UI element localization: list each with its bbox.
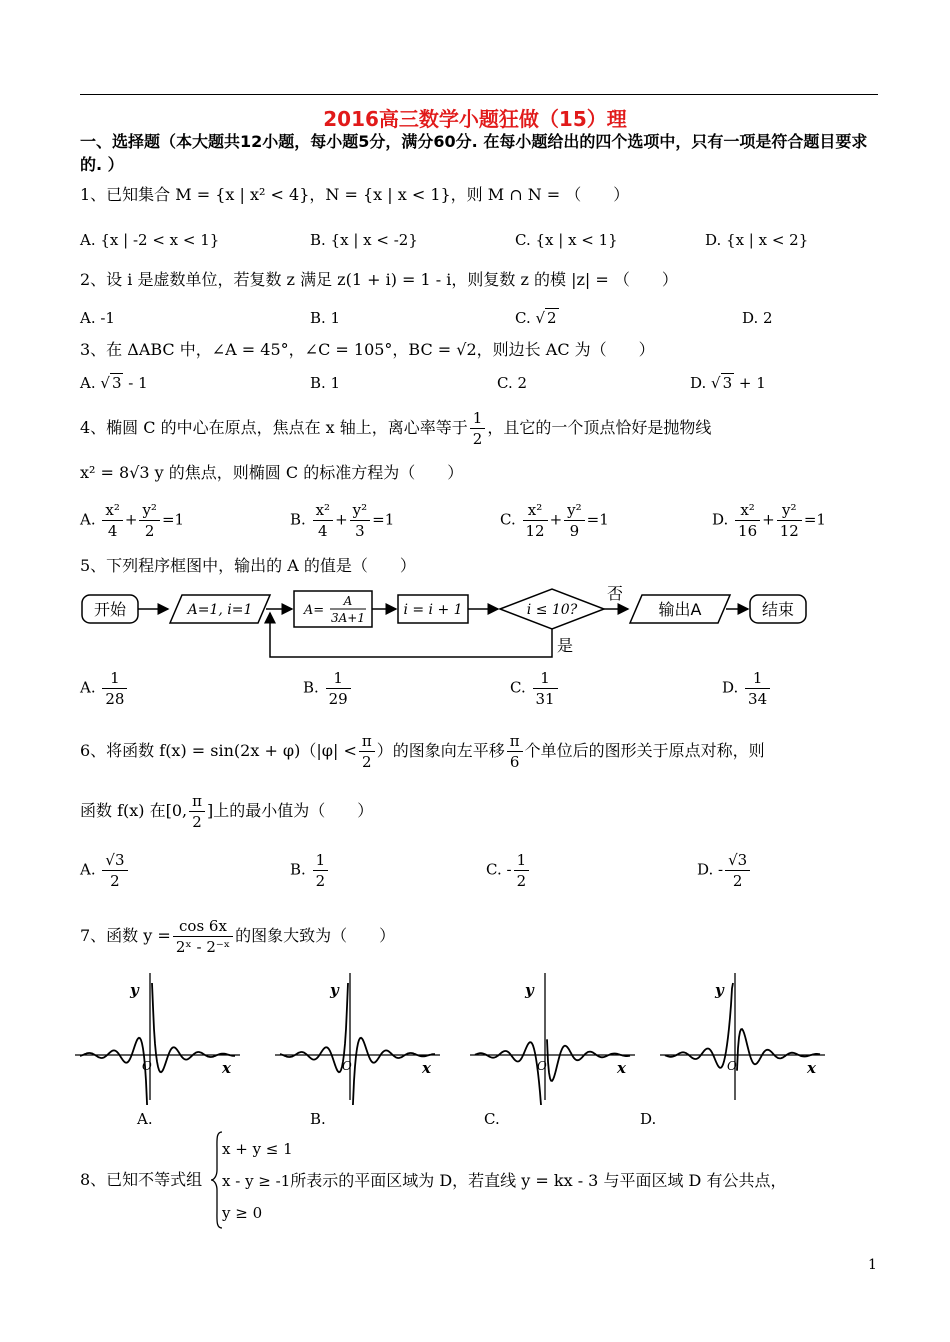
flow-inc-text: i = i + 1 <box>403 602 463 618</box>
question-1-stem: 1、已知集合 M = {x | x² < 4}，N = {x | x < 1}，则 M ∩ N = （ ） <box>80 185 630 204</box>
question-4-line1: 4、椭圆 C 的中心在原点，焦点在 x 轴上，离心率等于 $\frac{1}{2}$ ，且它的一个顶点恰好是抛物线 <box>80 409 712 448</box>
q4-option-c: C. $\frac{\text{x²}}{12}$ + $\frac{\text{y²}}{9}$ =1 <box>500 501 609 540</box>
q7-graph-a-origin-label: O <box>142 1059 152 1073</box>
q7-graph-b-y-label: y <box>330 981 339 999</box>
q4-option-a: A. $\frac{\text{x²}}{4}$ + $\frac{\text{y²}}{2}$ =1 <box>80 501 185 540</box>
page-title: 2016高三数学小题狂做（15）理 <box>323 107 627 131</box>
q2-option-b: B. 1 <box>310 309 341 327</box>
flow-no-label: 否 <box>607 585 624 603</box>
q4-option-b: B. $\frac{\text{x²}}{4}$ + $\frac{\text{y²}}{3}$ =1 <box>290 501 395 540</box>
q4-option-d: D. $\frac{\text{x²}}{16}$ + $\frac{\text{y²}}{12}$ =1 <box>712 501 826 540</box>
q5-option-a: A. $\frac{1}{28}$ <box>80 668 129 709</box>
q7-graph-b-origin-label: O <box>342 1059 352 1073</box>
question-8-stem-a: 8、已知不等式组 <box>80 1170 203 1189</box>
q6-option-d: D. - $\frac{√3}{2}$ <box>697 850 752 891</box>
q7-graph-label-b: B. <box>310 1110 326 1128</box>
q7-graph-d-curve <box>665 983 820 1071</box>
q7-graph-label-a: A. <box>137 1110 153 1128</box>
q2-option-a: A. -1 <box>80 309 115 327</box>
flow-cond-text: i ≤ 10? <box>526 602 578 618</box>
flow-yes-label: 是 <box>557 636 574 655</box>
section-header: 一、选择题（本大题共12小题，每小题5分，满分60分. 在每小题给出的四个选项中，只有一项是符合题目要求的. ） <box>80 132 868 174</box>
header-rule <box>80 94 878 95</box>
flow-assign-lhs: A= <box>303 603 325 618</box>
inequality-3: y ≥ 0 <box>222 1204 263 1222</box>
q1-option-c: C. {x | x < 1} <box>515 231 618 249</box>
q2-option-d: D. 2 <box>742 309 773 327</box>
q7-graph-b-curve <box>280 983 435 1105</box>
q1-option-a: A. {x | -2 < x < 1} <box>80 231 220 249</box>
q6-option-b: B. $\frac{1}{2}$ <box>290 850 330 891</box>
q7-graph-a-curve <box>80 983 235 1105</box>
q3-option-d: D. √ 3 + 1 <box>690 374 766 392</box>
question-2-stem: 2、设 i 是虚数单位，若复数 z 满足 z(1 + i) = 1 - i，则复数 z 的模 |z| = （ ） <box>80 270 678 289</box>
question-3-stem: 3、在 ΔABC 中，∠A = 45°，∠C = 105°，BC = √2，则边长 AC 为（ ） <box>80 340 655 359</box>
q7-graph-d-origin-label: O <box>727 1059 737 1073</box>
q7-graph-label-c: C. <box>484 1110 500 1128</box>
q7-graph-d-x-label: x <box>807 1059 816 1077</box>
flow-assign-num: A <box>343 594 353 608</box>
flow-end-text: 结束 <box>761 600 795 619</box>
eccentricity-fraction: $\frac{1}{2}$ <box>470 408 486 449</box>
q6-option-c: C. - $\frac{1}{2}$ <box>486 850 531 891</box>
flow-init-text: A=1, i=1 <box>187 602 253 618</box>
inequality-2: x - y ≥ -1所表示的平面区域为 D，若直线 y = kx - 3 与平面区域 D 有公共点， <box>222 1171 787 1190</box>
inequality-1: x + y ≤ 1 <box>222 1140 293 1158</box>
question-5-stem: 5、下列程序框图中，输出的 A 的值是（ ） <box>80 556 416 575</box>
q6-option-a: A. $\frac{√3}{2}$ <box>80 850 130 891</box>
q2-option-c: C. √ 2 <box>515 309 557 327</box>
flowchart <box>80 585 810 660</box>
inequality-system <box>222 1133 786 1229</box>
q5-option-b: B. $\frac{1}{29}$ <box>303 668 353 709</box>
q1-option-b: B. {x | x < -2} <box>310 231 418 249</box>
page-number: 1 <box>868 1257 877 1273</box>
q7-graph-label-d: D. <box>640 1110 657 1128</box>
question-6-line2: 函数 f(x) 在[0, $\frac{\pi}{2}$ ]上的最小值为（ ） <box>80 792 374 831</box>
q3-option-a: A. √ 3 - 1 <box>80 374 148 392</box>
q7-graph-a-x-label: x <box>222 1059 231 1077</box>
flow-output-text: 输出A <box>658 600 702 619</box>
q7-graphs <box>75 965 835 1105</box>
q3-option-c: C. 2 <box>497 374 528 392</box>
q3-option-b: B. 1 <box>310 374 341 392</box>
question-6-line1: 6、将函数 f(x) = sin(2x + φ)（|φ| < $\frac{\pi}{2}$ ）的图象向左平移 $\frac{\pi}{6}$ 个单位后的图形关于原点对称，则 <box>80 732 765 771</box>
q7-graph-c-y-label: y <box>525 981 534 999</box>
question-4-line2: x² = 8√3 y 的焦点，则椭圆 C 的标准方程为（ ） <box>80 463 464 482</box>
flow-start-text: 开始 <box>93 600 127 619</box>
flow-assign-den: 3A+1 <box>331 611 365 625</box>
q5-option-c: C. $\frac{1}{31}$ <box>510 668 560 709</box>
q7-graph-c-x-label: x <box>617 1059 626 1077</box>
q7-graph-c-origin-label: O <box>537 1059 547 1073</box>
question-7-stem: 7、函数 y = $\frac{\cos 6x}{\text{2ˣ - 2⁻ˣ}}$ 的图象大致为（ ） <box>80 917 396 956</box>
q1-option-d: D. {x | x < 2} <box>705 231 809 249</box>
q7-graph-a-y-label: y <box>130 981 139 999</box>
q7-graph-d-y-label: y <box>715 981 724 999</box>
q7-graph-b-x-label: x <box>422 1059 431 1077</box>
q7-graph-c-curve <box>475 1039 630 1105</box>
q5-option-d: D. $\frac{1}{34}$ <box>722 668 772 709</box>
